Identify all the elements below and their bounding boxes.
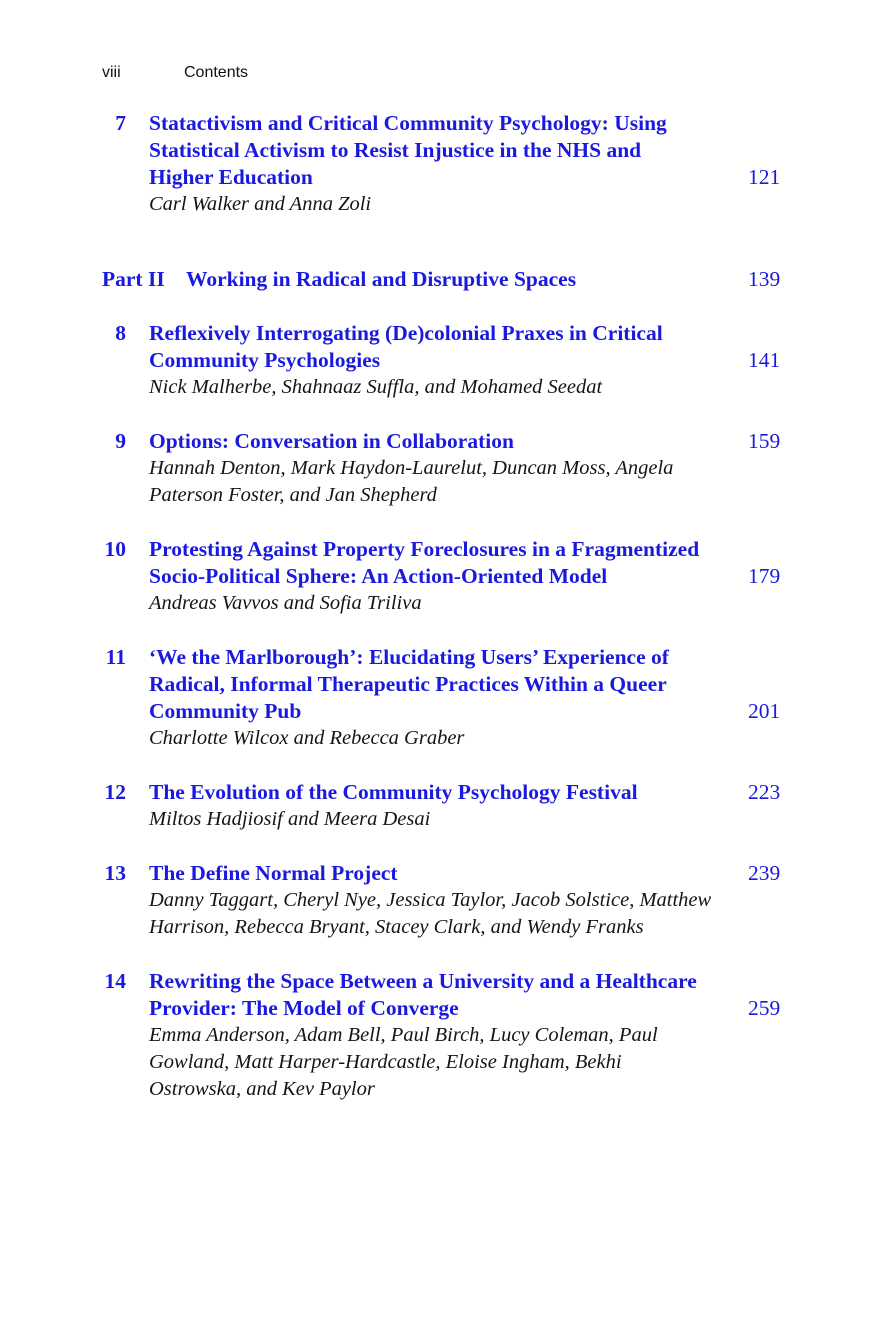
chapter-number: 10 bbox=[104, 537, 126, 561]
chapter-number: 9 bbox=[115, 429, 126, 453]
chapter-number: 14 bbox=[104, 969, 126, 993]
chapter-title-line[interactable]: Statactivism and Critical Community Psychology: Using bbox=[149, 111, 667, 135]
chapter-authors: Danny Taggart, Cheryl Nye, Jessica Taylor, Jacob Solstice, Matthew bbox=[149, 889, 712, 911]
chapter-authors: Paterson Foster, and Jan Shepherd bbox=[149, 484, 437, 506]
chapter-title-line[interactable]: Reflexively Interrogating (De)colonial Praxes in Critical bbox=[149, 321, 663, 345]
page-number-link[interactable]: 239 bbox=[748, 861, 781, 885]
page-number-link[interactable]: 141 bbox=[748, 348, 781, 372]
toc-part-heading[interactable] bbox=[0, 266, 879, 293]
chapter-authors: Hannah Denton, Mark Haydon-Laurelut, Duncan Moss, Angela bbox=[149, 457, 674, 479]
page-number-link[interactable]: 259 bbox=[748, 996, 781, 1020]
page-number-link[interactable]: 139 bbox=[748, 267, 781, 291]
chapter-authors: Gowland, Matt Harper-Hardcastle, Eloise Ingham, Bekhi bbox=[149, 1051, 622, 1073]
chapter-title-line[interactable]: ‘We the Marlborough’: Elucidating Users’ Experience of bbox=[149, 645, 669, 669]
chapter-title-line[interactable]: The Define Normal Project bbox=[149, 861, 398, 885]
chapter-authors: Charlotte Wilcox and Rebecca Graber bbox=[149, 727, 465, 749]
chapter-authors: Emma Anderson, Adam Bell, Paul Birch, Lucy Coleman, Paul bbox=[149, 1024, 658, 1046]
chapter-title-line[interactable]: Options: Conversation in Collaboration bbox=[149, 429, 514, 453]
page-number-link[interactable]: 121 bbox=[748, 165, 781, 189]
chapter-authors: Harrison, Rebecca Bryant, Stacey Clark, and Wendy Franks bbox=[149, 916, 644, 938]
chapter-title-line[interactable]: Community Psychologies bbox=[149, 348, 381, 372]
chapter-number: 12 bbox=[104, 780, 126, 804]
chapter-title-line[interactable]: Community Pub bbox=[149, 699, 302, 723]
chapter-title-line[interactable]: Socio-Political Sphere: An Action-Oriented Model bbox=[149, 564, 608, 588]
part-label[interactable]: Part II bbox=[102, 267, 165, 291]
chapter-title-line[interactable]: Higher Education bbox=[149, 165, 313, 189]
chapter-authors: Nick Malherbe, Shahnaaz Suffla, and Mohamed Seedat bbox=[149, 376, 603, 398]
chapter-number: 7 bbox=[115, 111, 126, 135]
page-number-link[interactable]: 159 bbox=[748, 429, 781, 453]
chapter-authors: Miltos Hadjiosif and Meera Desai bbox=[149, 808, 431, 830]
chapter-title-line[interactable]: Protesting Against Property Foreclosures in a Fragmentized bbox=[149, 537, 700, 561]
chapter-title-line[interactable]: The Evolution of the Community Psychology Festival bbox=[149, 780, 638, 804]
page-number-link[interactable]: 223 bbox=[748, 780, 781, 804]
chapter-title-line[interactable]: Rewriting the Space Between a University and a Healthcare bbox=[149, 969, 697, 993]
chapter-title-line[interactable]: Provider: The Model of Converge bbox=[149, 996, 459, 1020]
page-number-link[interactable]: 201 bbox=[748, 699, 781, 723]
running-head-title: Contents bbox=[184, 64, 249, 81]
chapter-authors: Ostrowska, and Kev Paylor bbox=[149, 1078, 375, 1100]
chapter-number: 8 bbox=[115, 321, 126, 345]
page-folio: viii bbox=[102, 64, 121, 81]
chapter-title-line[interactable]: Statistical Activism to Resist Injustice in the NHS and bbox=[149, 138, 642, 162]
chapter-authors: Carl Walker and Anna Zoli bbox=[149, 193, 372, 215]
running-head bbox=[102, 64, 248, 82]
chapter-authors: Andreas Vavvos and Sofia Triliva bbox=[149, 592, 422, 614]
chapter-number: 11 bbox=[105, 645, 126, 669]
chapter-title-line[interactable]: Radical, Informal Therapeutic Practices Within a Queer bbox=[149, 672, 667, 696]
part-title[interactable]: Working in Radical and Disruptive Spaces bbox=[186, 267, 577, 291]
chapter-number: 13 bbox=[104, 861, 126, 885]
page-number-link[interactable]: 179 bbox=[748, 564, 781, 588]
